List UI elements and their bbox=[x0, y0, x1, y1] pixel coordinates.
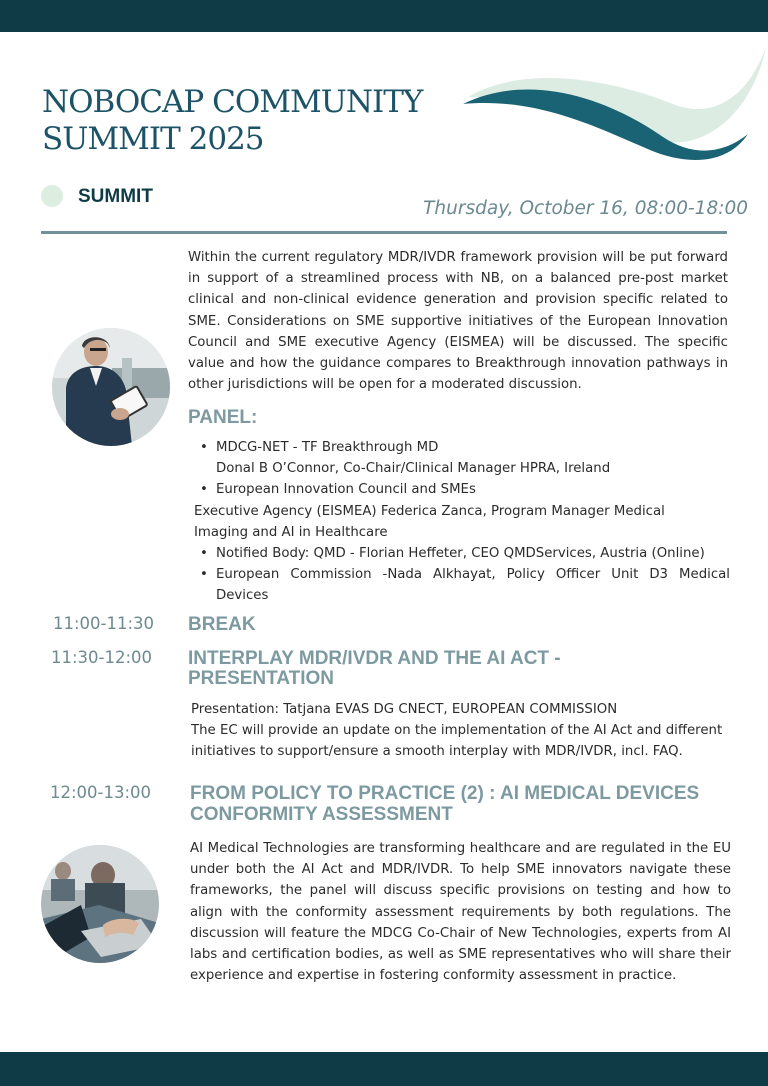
section-label: SUMMIT bbox=[78, 186, 153, 207]
break-time: 11:00-11:30 bbox=[53, 614, 155, 633]
event-date: Thursday, October 16, 08:00-18:00 bbox=[423, 198, 748, 219]
title-line-1: NOBOCAP COMMUNITY bbox=[42, 84, 423, 120]
laptop-typing-photo bbox=[41, 845, 159, 963]
panel-heading: PANEL: bbox=[188, 407, 258, 428]
session-time: 12:00-13:00 bbox=[50, 783, 152, 802]
section-dot bbox=[41, 185, 63, 207]
divider bbox=[41, 231, 727, 234]
panel-item-detail: Donal B O’Connor, Co-Chair/Clinical Manager HPRA, Ireland bbox=[216, 461, 611, 477]
panel-item: • European Innovation Council and SMEs bbox=[188, 479, 730, 500]
session-title: FROM POLICY TO PRACTICE (2) : AI MEDICAL DEVICES CONFORMITY ASSESSMENT bbox=[190, 783, 700, 825]
bottom-bar bbox=[0, 1052, 768, 1086]
presenter: Presentation: Tatjana EVAS DG CNECT, EUROPEAN COMMISSION bbox=[191, 702, 618, 717]
break-heading: BREAK bbox=[188, 614, 256, 635]
panel-item: • Notified Body: QMD - Florian Heffeter, CEO QMDServices, Austria (Online) bbox=[188, 543, 730, 564]
businessman-tablet-photo bbox=[52, 328, 170, 446]
top-bar bbox=[0, 0, 768, 32]
session-title: INTERPLAY MDR/IVDR AND THE AI ACT - PRESENTATION bbox=[188, 648, 561, 689]
panel-item-detail: Executive Agency (EISMEA) Federica Zanca, Program Manager Medical bbox=[194, 503, 665, 519]
page-title bbox=[42, 84, 422, 158]
panel-item-detail: Imaging and AI in Healthcare bbox=[194, 524, 388, 540]
panel-list bbox=[188, 437, 730, 607]
session-time: 11:30-12:00 bbox=[51, 648, 153, 667]
session-description: AI Medical Technologies are transforming healthcare and are regulated in the EU under both the AI Act and MDR/IVDR. To help SME innovators navigate these frameworks, the panel will discuss specific provisions on testing and how to align with the conformity assessment requirements by both regulations. The discussion will feature the MDCG Co-Chair of New Technologies, experts from AI labs and certification bodies, as well as SME representatives who will share their experience and expertise in fostering conformity assessment in practice. bbox=[190, 841, 731, 984]
session-details bbox=[191, 699, 731, 762]
intro-paragraph: Within the current regulatory MDR/IVDR framework provision will be put forward in support of a streamlined process with NB, on a balanced pre-post market clinical and non-clinical evidence generation and provision specific related to SME. Considerations on SME supportive initiatives of the European Innovation Council and SME executive Agency (EISMEA) will be discussed. The specific value and how the guidance compares to Breakthrough innovation pathways in other jurisdictions will be open for a moderated discussion. bbox=[188, 250, 728, 393]
panel-item: • European Commission -Nada Alkhayat, Policy Officer Unit D3 Medical Devices bbox=[188, 564, 730, 606]
wave-decoration bbox=[458, 42, 768, 167]
session-description: The EC will provide an update on the implementation of the AI Act and different initiatives to support/ensure a smooth interplay with MDR/IVDR, incl. FAQ. bbox=[191, 723, 723, 759]
title-line-2: SUMMIT 2025 bbox=[42, 121, 264, 157]
panel-item: • MDCG-NET - TF Breakthrough MD bbox=[188, 437, 730, 458]
